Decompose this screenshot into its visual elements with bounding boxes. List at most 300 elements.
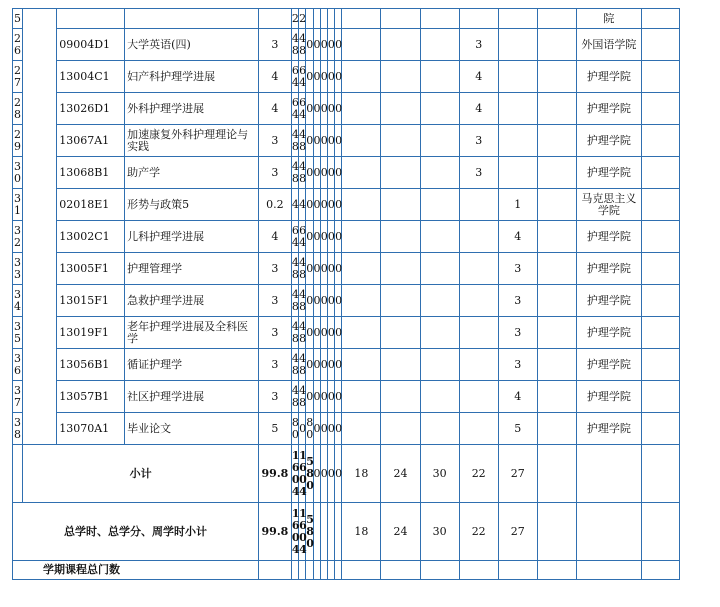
hours-cell: 4 8 (291, 253, 298, 285)
hours-cell: 4 8 (291, 125, 298, 157)
semester-hours-cell (342, 317, 381, 349)
row-number: 5 (13, 9, 23, 29)
semester-hours-cell: 4 (459, 93, 498, 125)
hours-cell: 6 4 (299, 221, 306, 253)
hours-cell: 0 (306, 317, 313, 349)
hours-cell: 0 (313, 189, 320, 221)
semester-hours-cell: 1 (498, 189, 537, 221)
hours-cell: 2 (291, 9, 298, 29)
hours-cell: 1 6 0 4 (299, 503, 306, 561)
table-cell (342, 561, 381, 580)
empty-cell (537, 61, 576, 93)
department-cell: 护理学院 (576, 317, 641, 349)
table-cell (641, 561, 679, 580)
hours-cell: 0 (313, 381, 320, 413)
credit-cell: 3 (258, 381, 291, 413)
hours-cell: 0 (320, 285, 327, 317)
semester-hours-cell (498, 61, 537, 93)
semester-hours-cell (459, 253, 498, 285)
course-name: 老年护理学进展及全科医学 (125, 317, 259, 349)
table-cell (641, 503, 679, 561)
empty-cell (641, 317, 679, 349)
table-cell (313, 9, 320, 29)
empty-cell (537, 317, 576, 349)
semester-hours-cell (342, 29, 381, 61)
course-code: 02018E1 (57, 189, 125, 221)
hours-cell: 0 (313, 413, 320, 445)
hours-cell: 5 8 0 (306, 445, 313, 503)
hours-cell: 4 8 (299, 381, 306, 413)
table-row (13, 317, 680, 349)
hours-cell: 0 (320, 253, 327, 285)
table-cell (537, 503, 576, 561)
table-row (13, 9, 680, 29)
semester-hours-cell (342, 413, 381, 445)
table-cell (459, 9, 498, 29)
hours-cell: 0 (320, 381, 327, 413)
semester-hours-cell (381, 317, 420, 349)
hours-cell: 4 8 (291, 317, 298, 349)
table-cell (320, 9, 327, 29)
table-cell (306, 9, 313, 29)
hours-cell: 0 (335, 189, 342, 221)
department-cell: 外国语学院 (576, 29, 641, 61)
hours-cell: 0 (327, 413, 334, 445)
empty-cell (641, 413, 679, 445)
course-name: 护理管理学 (125, 253, 259, 285)
table-cell (537, 561, 576, 580)
hours-cell: 0 (335, 125, 342, 157)
hours-cell: 0 (327, 445, 334, 503)
course-name: 急救护理学进展 (125, 285, 259, 317)
hours-cell: 4 8 (299, 317, 306, 349)
table-row (13, 61, 680, 93)
hours-cell: 0 (320, 157, 327, 189)
hours-cell: 4 8 (299, 125, 306, 157)
semester-hours-cell (498, 125, 537, 157)
credit-cell: 3 (258, 157, 291, 189)
hours-cell: 0 (306, 29, 313, 61)
hours-cell: 6 4 (291, 93, 298, 125)
course-code: 13070A1 (57, 413, 125, 445)
semester-hours-cell (459, 413, 498, 445)
semester-hours-cell (420, 189, 459, 221)
semester-hours-cell (381, 189, 420, 221)
hours-cell: 0 (327, 61, 334, 93)
table-row (13, 157, 680, 189)
table-cell (381, 9, 420, 29)
hours-cell: 1 6 0 4 (291, 445, 298, 503)
table-cell (57, 9, 125, 29)
hours-cell: 0 (327, 221, 334, 253)
table-row (13, 125, 680, 157)
hours-cell: 0 (335, 29, 342, 61)
semester-hours-cell (342, 381, 381, 413)
table-row (13, 349, 680, 381)
semester-total-cell: 24 (381, 445, 420, 503)
table-cell (306, 561, 313, 580)
course-name: 助产学 (125, 157, 259, 189)
hours-cell: 0 (306, 93, 313, 125)
semester-hours-cell: 3 (498, 285, 537, 317)
semester-hours-cell (381, 61, 420, 93)
semester-hours-cell: 5 (498, 413, 537, 445)
table-cell (327, 9, 334, 29)
course-code: 09004D1 (57, 29, 125, 61)
semester-hours-cell: 3 (459, 29, 498, 61)
department-cell: 院 (576, 9, 641, 29)
hours-cell: 5 8 0 (306, 503, 313, 561)
semester-hours-cell (420, 349, 459, 381)
department-cell: 护理学院 (576, 381, 641, 413)
semester-hours-cell: 3 (498, 253, 537, 285)
hours-cell: 0 (335, 253, 342, 285)
course-name: 外科护理学进展 (125, 93, 259, 125)
hours-cell: 0 (320, 189, 327, 221)
hours-cell: 0 (306, 157, 313, 189)
row-number: 3 1 (13, 189, 23, 221)
hours-cell: 0 (320, 413, 327, 445)
hours-cell: 6 4 (299, 61, 306, 93)
hours-cell: 0 (306, 253, 313, 285)
table-cell (576, 561, 641, 580)
table-row (13, 189, 680, 221)
table-row (13, 285, 680, 317)
semester-hours-cell: 3 (498, 317, 537, 349)
semester-hours-cell (420, 125, 459, 157)
hours-cell: 0 (327, 253, 334, 285)
table-cell (291, 561, 298, 580)
semester-hours-cell: 4 (498, 221, 537, 253)
hours-cell: 4 8 (291, 157, 298, 189)
table-cell (537, 445, 576, 503)
semester-hours-cell (420, 93, 459, 125)
semester-hours-cell (381, 93, 420, 125)
semester-hours-cell (498, 93, 537, 125)
table-row (13, 381, 680, 413)
empty-cell (641, 285, 679, 317)
semester-hours-cell (381, 29, 420, 61)
table-row (13, 221, 680, 253)
course-code: 13056B1 (57, 349, 125, 381)
semester-hours-cell (459, 189, 498, 221)
semester-hours-cell (381, 157, 420, 189)
hours-cell: 0 (320, 221, 327, 253)
row-number: 3 6 (13, 349, 23, 381)
table-cell (258, 9, 291, 29)
empty-cell (641, 125, 679, 157)
table-cell (313, 561, 320, 580)
semester-hours-cell (459, 381, 498, 413)
hours-cell: 0 (335, 221, 342, 253)
course-name: 儿科护理学进展 (125, 221, 259, 253)
hours-cell: 0 (335, 157, 342, 189)
hours-cell: 4 8 (299, 285, 306, 317)
table-cell (420, 9, 459, 29)
credit-cell: 5 (258, 413, 291, 445)
hours-cell: 0 (320, 349, 327, 381)
course-code: 13002C1 (57, 221, 125, 253)
table-cell (335, 561, 342, 580)
table-cell (327, 561, 334, 580)
semester-hours-cell (420, 285, 459, 317)
empty-cell (537, 125, 576, 157)
credit-cell: 0.2 (258, 189, 291, 221)
credit-cell: 4 (258, 61, 291, 93)
hours-cell: 4 (291, 189, 298, 221)
course-name: 妇产科护理学进展 (125, 61, 259, 93)
course-code: 13005F1 (57, 253, 125, 285)
row-number: 3 8 (13, 413, 23, 445)
semester-hours-cell (459, 349, 498, 381)
table-row (13, 29, 680, 61)
hours-cell: 0 (313, 445, 320, 503)
hours-cell: 0 (313, 125, 320, 157)
hours-cell: 0 (306, 221, 313, 253)
table-cell (258, 561, 291, 580)
table-cell (641, 445, 679, 503)
empty-cell (641, 253, 679, 285)
course-count-label: 学期课程总门数 (13, 561, 259, 580)
semester-hours-cell: 3 (459, 125, 498, 157)
row-number: 2 7 (13, 61, 23, 93)
course-code: 13026D1 (57, 93, 125, 125)
semester-hours-cell (381, 253, 420, 285)
hours-cell: 6 4 (291, 221, 298, 253)
empty-cell (641, 61, 679, 93)
semester-total-cell: 27 (498, 445, 537, 503)
table-cell (335, 503, 342, 561)
curriculum-table (12, 8, 680, 580)
table-row (13, 93, 680, 125)
department-cell: 马克思主义学院 (576, 189, 641, 221)
table-cell (537, 9, 576, 29)
department-cell: 护理学院 (576, 61, 641, 93)
course-name: 社区护理学进展 (125, 381, 259, 413)
hours-cell: 0 (313, 93, 320, 125)
empty-cell (537, 381, 576, 413)
semester-hours-cell (459, 285, 498, 317)
empty-cell (537, 285, 576, 317)
empty-cell (641, 93, 679, 125)
semester-total-cell: 30 (420, 503, 459, 561)
credit-cell: 99.8 (258, 445, 291, 503)
hours-cell: 0 (327, 285, 334, 317)
table-cell (313, 503, 320, 561)
empty-cell (537, 189, 576, 221)
table-cell (498, 9, 537, 29)
hours-cell: 0 (335, 349, 342, 381)
semester-hours-cell (381, 413, 420, 445)
department-cell: 护理学院 (576, 413, 641, 445)
hours-cell: 0 (320, 61, 327, 93)
hours-cell: 0 (327, 29, 334, 61)
hours-cell: 0 (335, 317, 342, 349)
empty-cell (641, 349, 679, 381)
semester-hours-cell (342, 349, 381, 381)
semester-hours-cell (342, 285, 381, 317)
hours-cell: 0 (320, 317, 327, 349)
course-name: 大学英语(四) (125, 29, 259, 61)
table-cell (381, 561, 420, 580)
hours-cell: 4 8 (291, 285, 298, 317)
semester-hours-cell (459, 221, 498, 253)
hours-cell: 2 (299, 9, 306, 29)
semester-hours-cell (420, 29, 459, 61)
semester-total-cell: 18 (342, 445, 381, 503)
semester-hours-cell (420, 317, 459, 349)
hours-cell: 0 (313, 29, 320, 61)
hours-cell: 0 (320, 125, 327, 157)
credit-cell: 3 (258, 29, 291, 61)
hours-cell: 4 8 (299, 349, 306, 381)
semester-total-cell: 27 (498, 503, 537, 561)
semester-hours-cell (342, 189, 381, 221)
semester-hours-cell (420, 253, 459, 285)
course-name: 加速康复外科护理理论与实践 (125, 125, 259, 157)
empty-cell (537, 93, 576, 125)
semester-hours-cell: 4 (498, 381, 537, 413)
semester-hours-cell (420, 381, 459, 413)
department-cell: 护理学院 (576, 221, 641, 253)
hours-cell: 8 0 (306, 413, 313, 445)
credit-cell: 99.8 (258, 503, 291, 561)
empty-cell (537, 413, 576, 445)
hours-cell: 0 (327, 349, 334, 381)
table-cell (335, 9, 342, 29)
table-cell (13, 445, 23, 503)
hours-cell: 0 (313, 253, 320, 285)
semester-hours-cell (342, 221, 381, 253)
table-cell (459, 561, 498, 580)
course-code: 13004C1 (57, 61, 125, 93)
empty-cell (641, 189, 679, 221)
group-column (23, 9, 57, 445)
hours-cell: 0 (327, 93, 334, 125)
semester-hours-cell (342, 93, 381, 125)
table-cell (420, 561, 459, 580)
hours-cell: 4 8 (291, 349, 298, 381)
hours-cell: 0 (306, 61, 313, 93)
department-cell: 护理学院 (576, 285, 641, 317)
row-number: 2 9 (13, 125, 23, 157)
semester-hours-cell (342, 157, 381, 189)
hours-cell: 0 (313, 61, 320, 93)
table-cell (320, 561, 327, 580)
semester-hours-cell: 3 (459, 157, 498, 189)
department-cell: 护理学院 (576, 93, 641, 125)
hours-cell: 0 (335, 93, 342, 125)
course-code: 13019F1 (57, 317, 125, 349)
semester-hours-cell (498, 157, 537, 189)
hours-cell: 6 4 (299, 93, 306, 125)
hours-cell: 0 (335, 61, 342, 93)
semester-hours-cell (420, 157, 459, 189)
hours-cell: 4 8 (291, 381, 298, 413)
empty-cell (537, 157, 576, 189)
hours-cell: 0 (306, 285, 313, 317)
hours-cell: 4 8 (299, 253, 306, 285)
hours-cell: 0 (320, 93, 327, 125)
hours-cell: 1 6 0 4 (299, 445, 306, 503)
table-cell (299, 561, 306, 580)
semester-hours-cell (342, 253, 381, 285)
hours-cell: 6 4 (291, 61, 298, 93)
hours-cell: 0 (313, 157, 320, 189)
empty-cell (537, 221, 576, 253)
credit-cell: 4 (258, 93, 291, 125)
semester-hours-cell (420, 221, 459, 253)
table-cell (327, 503, 334, 561)
table-cell (498, 561, 537, 580)
course-code: 13015F1 (57, 285, 125, 317)
course-name: 循证护理学 (125, 349, 259, 381)
table-cell (576, 503, 641, 561)
semester-hours-cell: 4 (459, 61, 498, 93)
hours-cell: 4 8 (299, 29, 306, 61)
semester-hours-cell (381, 285, 420, 317)
row-number: 3 0 (13, 157, 23, 189)
hours-cell: 0 (313, 221, 320, 253)
empty-cell (537, 29, 576, 61)
hours-cell: 0 (320, 29, 327, 61)
department-cell: 护理学院 (576, 157, 641, 189)
department-cell: 护理学院 (576, 125, 641, 157)
course-code: 13068B1 (57, 157, 125, 189)
credit-cell: 3 (258, 349, 291, 381)
course-name: 形势与政策5 (125, 189, 259, 221)
credit-cell: 3 (258, 125, 291, 157)
row-number: 3 4 (13, 285, 23, 317)
credit-cell: 4 (258, 221, 291, 253)
course-count-row (13, 561, 680, 580)
empty-cell (641, 29, 679, 61)
hours-cell: 0 (313, 317, 320, 349)
hours-cell: 0 (327, 317, 334, 349)
row-number: 2 8 (13, 93, 23, 125)
empty-cell (537, 253, 576, 285)
row-number: 3 5 (13, 317, 23, 349)
hours-cell: 0 (327, 125, 334, 157)
hours-cell: 0 (299, 413, 306, 445)
course-code: 13057B1 (57, 381, 125, 413)
hours-cell: 0 (306, 189, 313, 221)
hours-cell: 0 (306, 381, 313, 413)
row-number: 3 2 (13, 221, 23, 253)
subtotal-row (13, 445, 680, 503)
semester-hours-cell: 3 (498, 349, 537, 381)
subtotal-label: 小计 (23, 445, 259, 503)
table-cell (641, 9, 679, 29)
hours-cell: 0 (327, 381, 334, 413)
row-number: 3 7 (13, 381, 23, 413)
hours-cell: 0 (306, 349, 313, 381)
hours-cell: 0 (335, 413, 342, 445)
table-row (13, 413, 680, 445)
semester-hours-cell (381, 221, 420, 253)
semester-hours-cell (420, 413, 459, 445)
hours-cell: 0 (320, 445, 327, 503)
hours-cell: 0 (327, 189, 334, 221)
hours-cell: 0 (313, 285, 320, 317)
empty-cell (641, 381, 679, 413)
department-cell: 护理学院 (576, 253, 641, 285)
semester-hours-cell (498, 29, 537, 61)
table-cell (320, 503, 327, 561)
hours-cell: 0 (313, 349, 320, 381)
hours-cell: 4 8 (299, 157, 306, 189)
empty-cell (641, 221, 679, 253)
